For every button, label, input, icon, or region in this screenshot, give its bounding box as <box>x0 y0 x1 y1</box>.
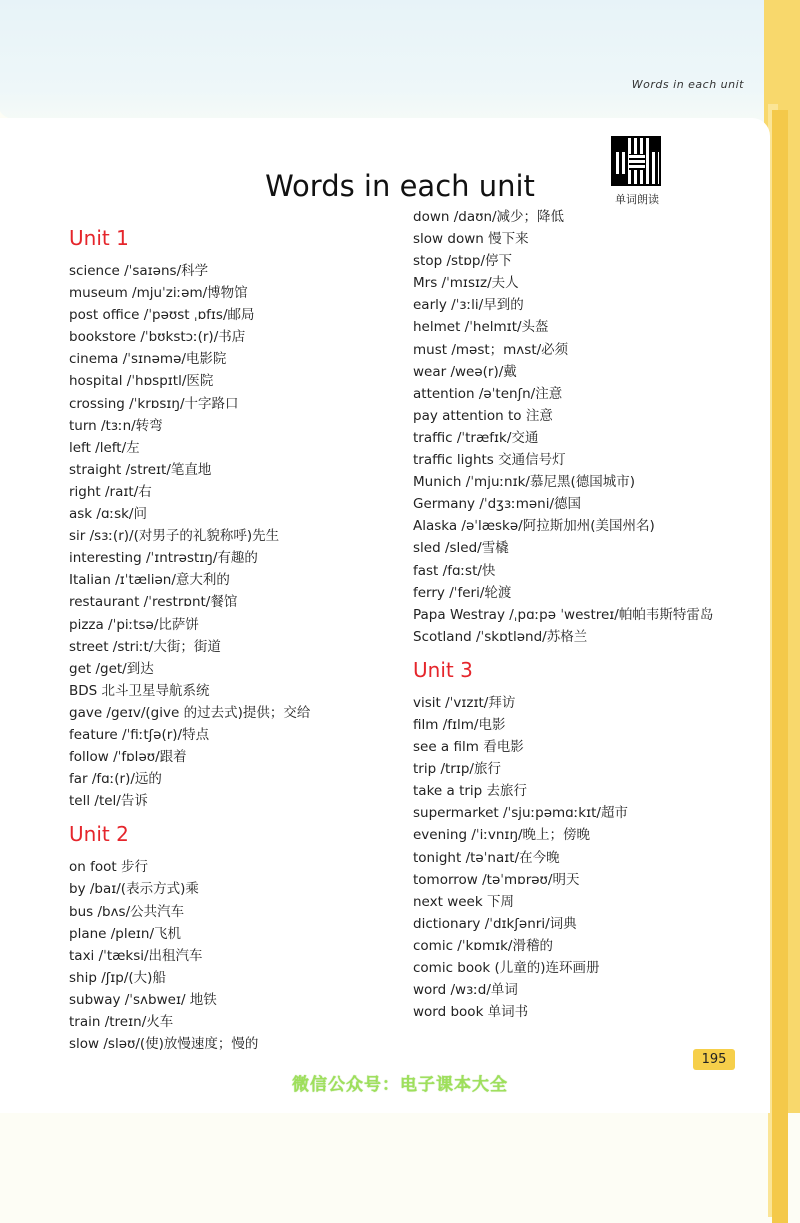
qr-caption: 单词朗读 <box>615 193 659 206</box>
word-entry: see a film 看电影 <box>413 739 524 756</box>
word-entry: next week 下周 <box>413 893 514 910</box>
word-entry: traffic lights 交通信号灯 <box>413 452 566 469</box>
word-entry: ask /ɑːsk/问 <box>69 506 147 523</box>
word-entry: traffic /ˈtræfɪk/交通 <box>413 429 539 446</box>
word-entry: take a trip 去旅行 <box>413 783 528 800</box>
word-entry: Scotland /ˈskɒtlənd/苏格兰 <box>413 628 588 645</box>
word-entry: science /ˈsaɪəns/科学 <box>69 263 209 279</box>
word-entry: down /daʊn/减少；降低 <box>413 209 565 225</box>
word-entry: train /treɪn/火车 <box>69 1014 174 1030</box>
word-entry: hospital /ˈhɒspɪtl/医院 <box>69 373 214 390</box>
word-entry: fast /fɑːst/快 <box>413 562 496 579</box>
word-entry: crossing /ˈkrɒsɪŋ/十字路口 <box>69 395 239 412</box>
word-entry: left /left/左 <box>69 439 140 456</box>
word-entry: museum /mjuˈziːəm/博物馆 <box>69 285 248 302</box>
word-entry: subway /ˈsʌbweɪ/ 地铁 <box>69 991 217 1008</box>
word-entry: visit /ˈvɪzɪt/拜访 <box>413 694 516 711</box>
word-entry: Alaska /əˈlæskə/阿拉斯加州(美国州名) <box>413 518 655 535</box>
word-entry: turn /tɜːn/转弯 <box>69 417 163 434</box>
word-entry: word /wɜːd/单词 <box>413 982 518 999</box>
word-entry: helmet /ˈhelmɪt/头盔 <box>413 319 549 336</box>
word-entry: bus /bʌs/公共汽车 <box>69 903 185 920</box>
word-entry: film /fɪlm/电影 <box>413 716 506 733</box>
word-entry: cinema /ˈsɪnəmə/电影院 <box>69 351 227 368</box>
word-entry: tonight /təˈnaɪt/在今晚 <box>413 849 560 866</box>
word-entry: sir /sɜː(r)/(对男子的礼貌称呼)先生 <box>69 528 280 545</box>
word-entry: by /baɪ/(表示方式)乘 <box>69 881 199 898</box>
word-entry: attention /əˈtenʃn/注意 <box>413 385 563 402</box>
word-entry: ferry /ˈferi/轮渡 <box>413 584 512 601</box>
book-edge-stripe <box>772 110 788 1223</box>
word-entry: comic /ˈkɒmɪk/滑稽的 <box>413 937 553 954</box>
word-entry: plane /pleɪn/飞机 <box>69 925 182 942</box>
word-entry: evening /ˈiːvnɪŋ/晚上；傍晚 <box>413 827 591 844</box>
word-entry: right /raɪt/右 <box>69 483 152 500</box>
word-entry: comic book (儿童的)连环画册 <box>413 960 600 976</box>
word-entry: slow down 慢下来 <box>413 231 529 248</box>
unit-1-heading: Unit 1 <box>69 226 129 250</box>
word-entry: Italian /ɪˈtæliən/意大利的 <box>69 572 230 589</box>
word-entry: Papa Westray /ˌpɑːpə ˈwestreɪ/帕帕韦斯特雷岛 <box>413 606 714 623</box>
word-entry: tomorrow /təˈmɒrəʊ/明天 <box>413 871 580 888</box>
word-entry: feature /ˈfiːtʃə(r)/特点 <box>69 726 210 743</box>
word-entry: straight /streɪt/笔直地 <box>69 461 212 478</box>
word-entry: bookstore /ˈbʊkstɔː(r)/书店 <box>69 329 246 346</box>
word-entry: trip /trɪp/旅行 <box>413 761 501 778</box>
word-entry: tell /tel/告诉 <box>69 793 148 810</box>
word-entry: Germany /ˈdʒɜːməni/德国 <box>413 496 582 513</box>
word-entry: taxi /ˈtæksi/出租汽车 <box>69 947 203 964</box>
word-entry: follow /ˈfɒləʊ/跟着 <box>69 749 187 766</box>
word-entry: Munich /ˈmjuːnɪk/慕尼黑(德国城市) <box>413 474 636 491</box>
word-entry: street /striːt/大街；街道 <box>69 638 221 655</box>
word-entry: slow /sləʊ/(使)放慢速度；慢的 <box>69 1036 259 1053</box>
unit-3-heading: Unit 3 <box>413 657 473 682</box>
word-entry: on foot 步行 <box>69 859 148 876</box>
left-column <box>69 216 389 1055</box>
word-entry: far /fɑː(r)/远的 <box>69 771 162 788</box>
word-entry: sled /sled/雪橇 <box>413 540 509 557</box>
word-entry: ship /ʃɪp/(大)船 <box>69 969 166 986</box>
word-entry: gave /geɪv/(give 的过去式)提供；交给 <box>69 704 311 721</box>
word-entry: Mrs /ˈmɪsɪz/夫人 <box>413 275 519 292</box>
right-column <box>413 206 743 1023</box>
word-entry: interesting /ˈɪntrəstɪŋ/有趣的 <box>69 550 258 567</box>
word-entry: early /ˈɜːli/早到的 <box>413 297 524 314</box>
word-entry: stop /stɒp/停下 <box>413 253 513 270</box>
word-entry: wear /weə(r)/戴 <box>413 363 517 380</box>
word-entry: get /get/到达 <box>69 660 154 677</box>
word-entry: BDS 北斗卫星导航系统 <box>69 682 210 699</box>
word-entry: restaurant /ˈrestrɒnt/餐馆 <box>69 594 238 611</box>
qr-code-icon[interactable] <box>611 136 661 186</box>
page-title: Words in each unit <box>265 169 535 204</box>
word-entry: must /məst；mʌst/必须 <box>413 341 569 358</box>
word-entry: dictionary /ˈdɪkʃənri/词典 <box>413 915 577 932</box>
word-entry: word book 单词书 <box>413 1004 529 1021</box>
word-entry: post office /ˈpəʊst ˌɒfɪs/邮局 <box>69 307 255 324</box>
word-entry: pay attention to 注意 <box>413 407 553 424</box>
unit-2-heading: Unit 2 <box>69 822 129 847</box>
watermark: 微信公众号：电子课本大全 <box>292 1075 508 1095</box>
word-entry: pizza /ˈpiːtsə/比萨饼 <box>69 616 199 633</box>
page-number: 195 <box>693 1049 735 1070</box>
word-entry: supermarket /ˈsjuːpəmɑːkɪt/超市 <box>413 805 628 822</box>
running-head: Words in each unit <box>631 78 744 91</box>
